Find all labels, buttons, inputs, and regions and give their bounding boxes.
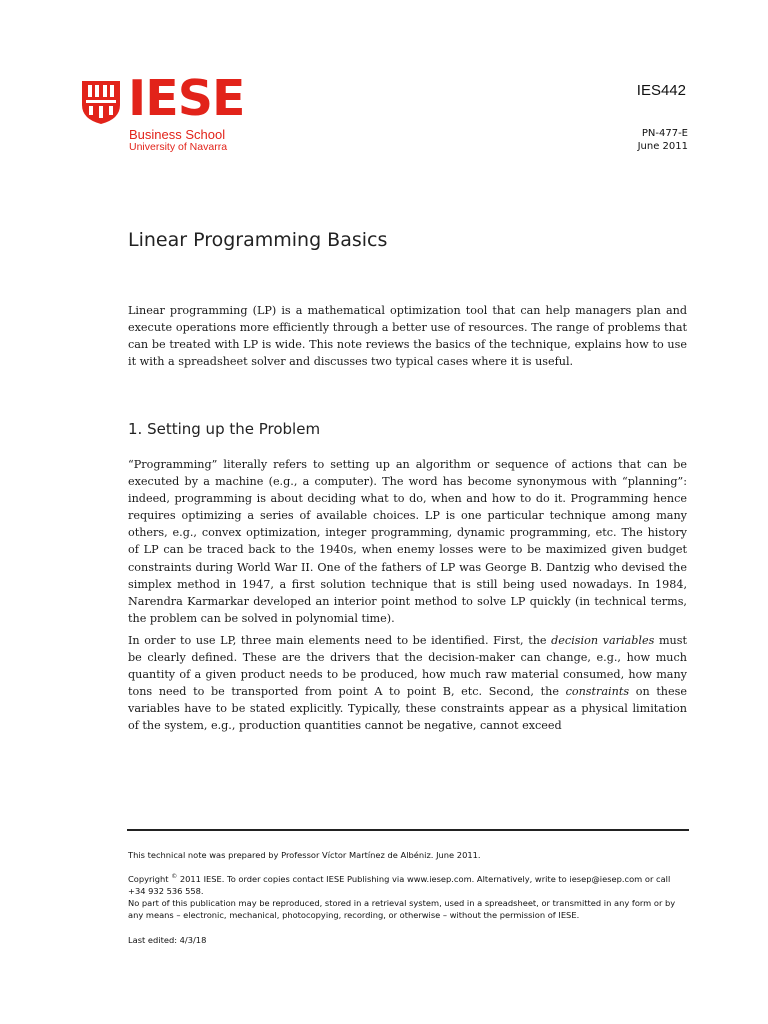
copyright-symbol: © [171, 873, 178, 881]
copyright-text: Copyright [128, 874, 172, 884]
emphasis-decision-variables: decision variables [551, 634, 655, 647]
iese-crest-icon [80, 79, 122, 125]
emphasis-constraints: constraints [565, 685, 630, 699]
iese-logo [80, 70, 245, 155]
page-title: Linear Programming Basics [128, 229, 388, 251]
copyright-text: 2011 IESE. To order copies contact IESE Publishing via www.iesep.com. Alternatively, write to iesep@iesep.com or call +34 932 536 558. [128, 874, 671, 896]
footer-divider [127, 829, 689, 831]
section-heading: 1. Setting up the Problem [128, 420, 321, 438]
logo-subtitle-university: University of Navarra [129, 141, 228, 153]
footer-copyright [128, 873, 688, 921]
body-paragraph-2 [128, 632, 687, 735]
reference-number: PN-477-E [641, 128, 688, 139]
logo-wordmark: IESE [128, 70, 245, 127]
logo-subtitle-school: Business School [129, 127, 226, 142]
body-paragraph-1: “Programming” literally refers to setting up an algorithm or sequence of actions that can be executed by a machine (e.g., a computer). The word has become synonymous with “planning”: indeed, programming is about deciding what to do, when and how to do it. Programming hence requires optimizing a series of available choices. LP is one particular technique among many others, e.g., convex optimization, integer programming, dynamic programming, etc. The history of LP can be traced back to the 1940s, when enemy losses were to be maximized given budget constraints during World War II. One of the fathers of LP was George B. Dantzig who devised the simplex method in 1947, a first solution technique that is still being used nowadays. In 1984, Narendra Karmarkar developed an interior point method to solve LP quickly (in technical terms, the problem can be solved in polynomial time). [128, 458, 687, 625]
paragraph-text: on these variables have to be stated explicitly. Typically, these constraints appear as a physical limitation of the system, e.g., production quantities cannot be negative, cannot exceed [128, 685, 687, 733]
reference-date: June 2011 [637, 141, 688, 152]
paragraph-text: In order to use LP, three main elements need to be identified. First, the [128, 634, 552, 647]
document-reference [638, 127, 688, 153]
paragraph-text: must be clearly defined. These are the drivers that the decision-maker can change, e.g., how much quantity of a given product needs to be produced, how much raw material consumed, how many tons need to be transported from point A to point B, etc. Second, the [128, 634, 687, 699]
intro-paragraph: Linear programming (LP) is a mathematical optimization tool that can help managers plan and execute operations more efficiently through a better use of resources. The range of problems that can be treated with LP is wide. This note reviews the basics of the technique, explains how to use it with a spreadsheet solver and discusses two typical cases where it is useful. [128, 304, 687, 369]
document-code: IES442 [636, 82, 686, 99]
footer-last-edited: Last edited: 4/3/18 [128, 935, 207, 945]
footer-rights: No part of this publication may be reproduced, stored in a retrieval system, used in a spreadsheet, or transmitted in any form or by any means – electronic, mechanical, photocopying, recording, or otherwise – without the permission of IESE. [128, 898, 676, 920]
footer-prepared-by: This technical note was prepared by Professor Víctor Martínez de Albéniz. June 2011. [128, 850, 481, 860]
